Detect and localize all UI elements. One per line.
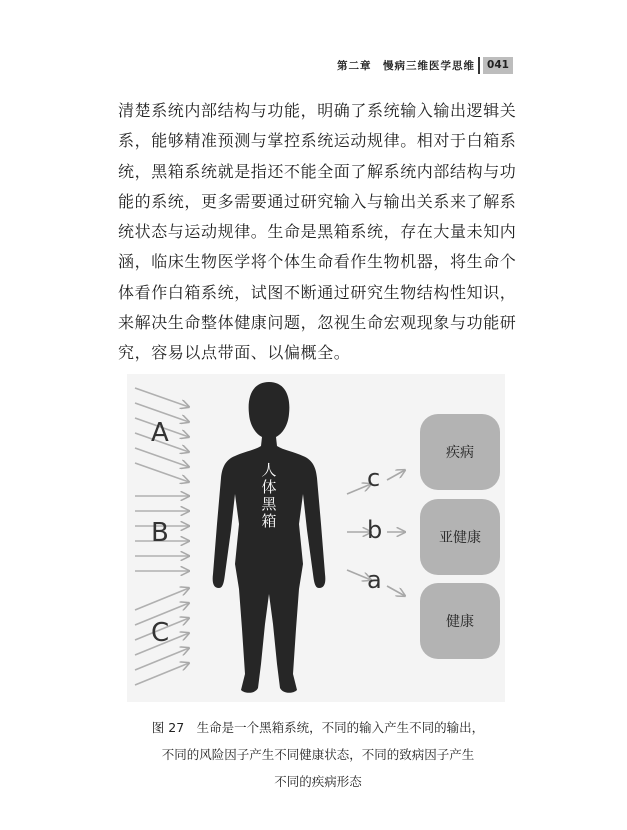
body-label-char: 黑 xyxy=(261,495,277,513)
figure-caption xyxy=(118,714,518,795)
outcome-health: 健康 xyxy=(420,583,500,659)
paragraph-line: 究，容易以点带面、以偏概全。 xyxy=(118,343,351,363)
caption-line: 不同的疾病形态 xyxy=(274,774,362,789)
paragraph-line: 清楚系统内部结构与功能，明确了系统输入输出逻辑关 xyxy=(118,101,517,120)
body-paragraph xyxy=(118,96,518,369)
body-label-char: 人 xyxy=(261,461,277,479)
body-label-char: 箱 xyxy=(261,512,277,530)
running-header xyxy=(0,58,627,76)
outcome-disease: 疾病 xyxy=(420,414,500,490)
paragraph-line: 统，黑箱系统就是指还不能全面了解系统内部结构与功 xyxy=(118,161,517,181)
input-label-c: C xyxy=(151,618,170,648)
outcome-subhealth: 亚健康 xyxy=(420,499,500,575)
page-number: 041 xyxy=(483,57,513,74)
paragraph-line: 系，能够精准预测与掌控系统运动规律。相对于白箱系 xyxy=(118,131,517,151)
human-silhouette xyxy=(213,382,326,693)
paragraph-line: 来解决生命整体健康问题，忽视生命宏观现象与功能研 xyxy=(118,313,517,333)
black-box-figure xyxy=(127,374,505,702)
input-label-a: A xyxy=(151,418,169,448)
chapter-title: 第二章 慢病三维医学思维 xyxy=(337,60,475,72)
caption-line: 不同的风险因子产生不同健康状态，不同的致病因子产生 xyxy=(161,747,475,762)
output-label-b: b xyxy=(367,516,383,544)
paragraph-line: 体看作白箱系统，试图不断通过研究生物结构性知识， xyxy=(118,282,517,302)
header-divider xyxy=(478,57,480,74)
body-black-box-label xyxy=(259,462,279,530)
body-label-char: 体 xyxy=(261,478,277,496)
paragraph-line: 能的系统，更多需要通过研究输入与输出关系来了解系 xyxy=(118,191,517,211)
input-label-b: B xyxy=(151,518,169,548)
paragraph-line: 涵，临床生物医学将个体生命看作生物机器，将生命个 xyxy=(118,252,517,272)
output-label-a: a xyxy=(367,566,382,594)
paragraph-line: 统状态与运动规律。生命是黑箱系统，存在大量未知内 xyxy=(118,222,517,242)
caption-line: 图 27 生命是一个黑箱系统，不同的输入产生不同的输出， xyxy=(151,720,485,735)
output-label-c: c xyxy=(367,464,381,492)
